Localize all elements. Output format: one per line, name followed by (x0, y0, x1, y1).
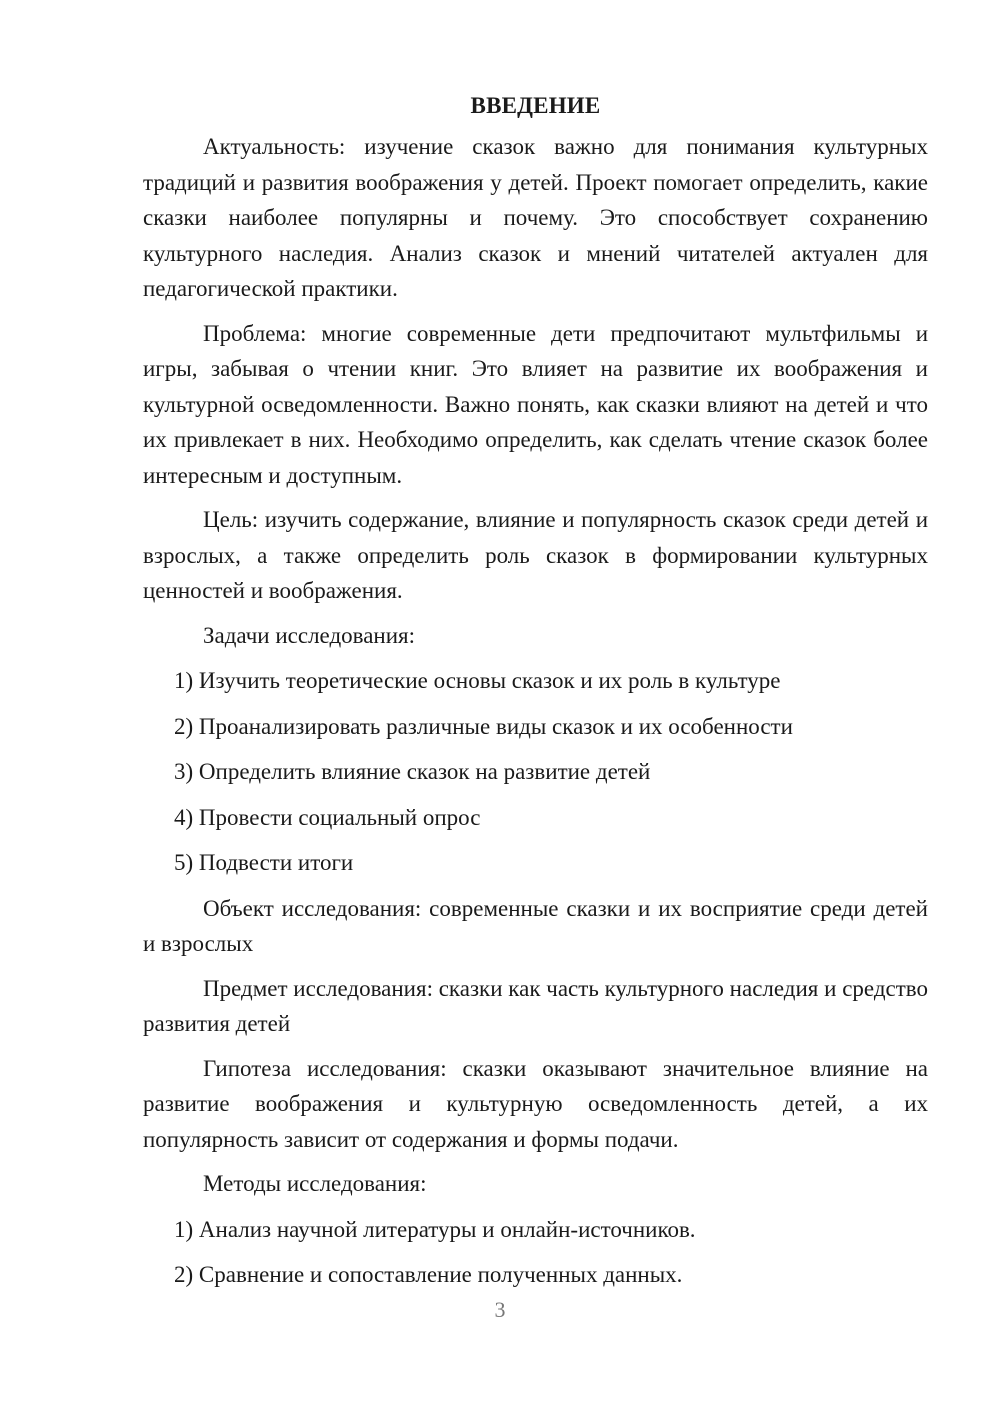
document-page (143, 88, 928, 1303)
methods-list (143, 1212, 928, 1293)
hypothesis-paragraph: Гипотеза исследования: сказки оказывают значительное влияние на развитие воображения и культурную осведомленность детей, а их популярность зависит от содержания и формы подачи. (143, 1055, 928, 1152)
task-item: 1) Изучить теоретические основы сказок и их роль в культуре (174, 668, 781, 693)
method-item: 1) Анализ научной литературы и онлайн-источников. (174, 1216, 696, 1242)
problem-paragraph: Проблема: многие современные дети предпочитают мультфильмы и игры, забывая о чтении книг. Это влияет на развитие их воображения и культурной осведомленности. Важно понять, как сказки влияют на детей и что их привлекает в них. Необходимо определить, как сделать чтение сказок более интересным и доступным. (143, 320, 928, 488)
task-item: 2) Проанализировать различные виды сказок и их особенности (174, 713, 793, 739)
section-title: ВВЕДЕНИЕ (470, 93, 601, 118)
task-item: 5) Подвести итоги (174, 850, 354, 875)
task-item: 4) Провести социальный опрос (174, 804, 481, 830)
task-item: 3) Определить влияние сказок на развитие детей (174, 759, 651, 784)
method-item: 2) Сравнение и сопоставление полученных данных. (174, 1262, 683, 1287)
methods-label: Методы исследования: (203, 1171, 427, 1196)
tasks-label: Задачи исследования: (203, 622, 416, 648)
page-number: 3 (494, 1297, 506, 1322)
goal-paragraph: Цель: изучить содержание, влияние и популярность сказок среди детей и взрослых, а также определить роль сказок в формировании культурных ценностей и воображения. (143, 507, 928, 603)
subject-paragraph: Предмет исследования: сказки как часть культурного наследия и средство развития детей (143, 975, 928, 1036)
actuality-paragraph: Актуальность: изучение сказок важно для понимания культурных традиций и развития воображения у детей. Проект помогает определить, какие сказки наиболее популярны и почему. Это способствует сохранению культурного наследия. Анализ сказок и мнений читателей актуален для педагогической практики. (143, 134, 928, 301)
tasks-list (143, 663, 928, 881)
object-paragraph: Объект исследования: современные сказки и их восприятие среди детей и взрослых (143, 895, 928, 956)
